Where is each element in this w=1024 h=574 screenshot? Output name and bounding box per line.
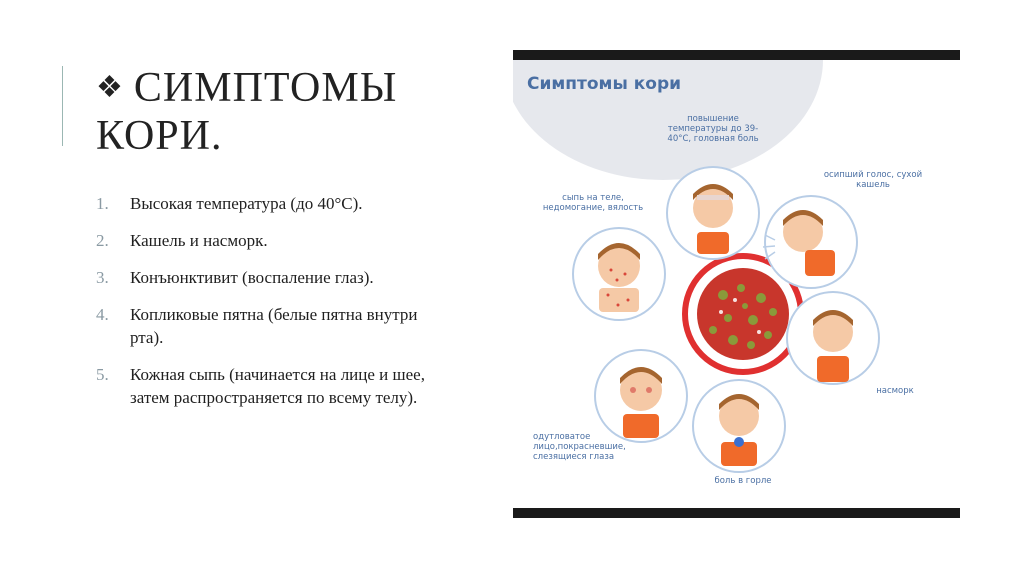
caption-rash: сыпь на теле, недомогание, вялость <box>542 193 644 213</box>
caption-throat: боль в горле <box>714 476 772 486</box>
list-item: 4. Копликовые пятна (белые пятна внутри рта). <box>96 305 418 347</box>
caption-runny-nose: насморк <box>876 386 914 396</box>
caption-cough: осипший голос, сухой кашель <box>823 170 923 190</box>
child-cough-icon <box>763 196 857 288</box>
caption-fever: повышение температуры до 39-40°C, головная боль <box>667 114 759 144</box>
list-item: 5. Кожная сыпь (начинается на лице и шее, затем распространяется по всему телу). <box>96 365 425 407</box>
list-item: 2. Кашель и насморк. <box>96 231 268 250</box>
diamond-bullet-icon: ❖ <box>96 71 124 104</box>
symptom-list <box>90 192 450 423</box>
list-item: 1. Высокая температура (до 40°C). <box>96 194 363 213</box>
child-sore-throat-icon <box>693 380 785 472</box>
child-swollen-eyes-icon <box>595 350 687 442</box>
measles-infographic <box>513 50 960 518</box>
child-runny-nose-icon <box>787 292 879 384</box>
infographic-title: Симптомы кори <box>527 74 682 94</box>
title-line-1: СИМПТОМЫ <box>133 65 398 111</box>
title-line-2: КОРИ. <box>96 113 223 159</box>
frame-top-bar <box>513 50 960 60</box>
frame-bottom-bar <box>513 508 960 518</box>
list-item: 3. Конъюнктивит (воспаление глаз). <box>96 268 374 287</box>
caption-eyes: одутловатое лицо,покрасневшие, слезящиеся глаза <box>533 432 626 462</box>
child-fever-icon <box>667 167 759 259</box>
child-rash-icon <box>573 228 665 320</box>
slide-title <box>96 64 456 160</box>
accent-bar <box>62 66 63 146</box>
